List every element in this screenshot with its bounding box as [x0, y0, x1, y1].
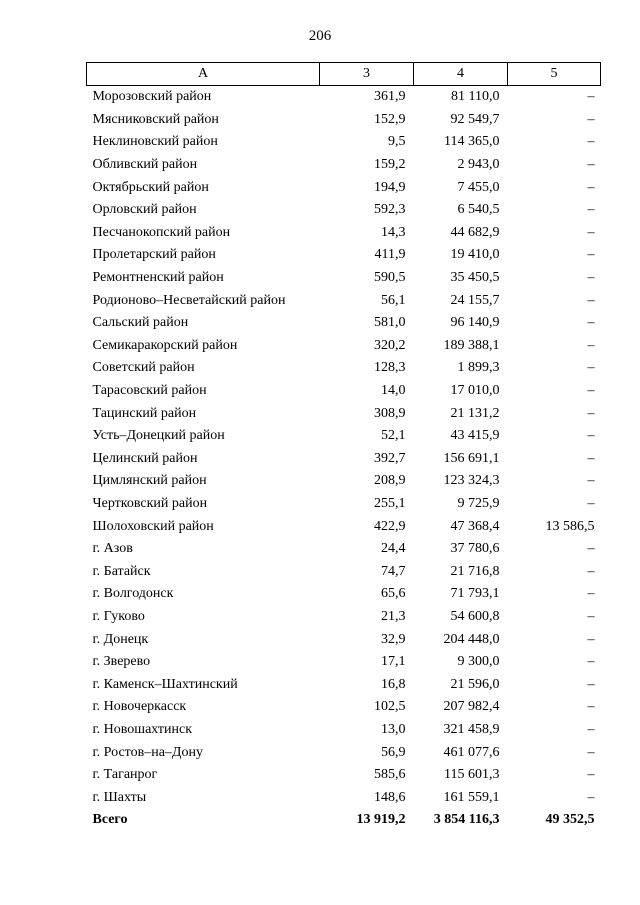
cell-col-5: –	[587, 608, 595, 624]
table-row	[87, 515, 601, 538]
cell-col-5: –	[587, 541, 595, 557]
cell-col-5: –	[587, 676, 595, 692]
cell-col-4: 54 600,8	[450, 608, 500, 624]
row-label: Пролетарский район	[92, 247, 216, 263]
cell-col-3: 590,5	[374, 270, 406, 286]
row-label: г. Зверево	[92, 654, 151, 670]
row-label: Тарасовский район	[92, 383, 207, 399]
cell-col-3: 21,3	[381, 608, 406, 624]
row-label: Цимлянский район	[92, 473, 207, 489]
cell-col-5: –	[587, 428, 595, 444]
cell-col-4: 21 596,0	[450, 676, 500, 692]
cell-col-5: –	[587, 631, 595, 647]
cell-col-3: 320,2	[374, 337, 406, 353]
cell-col-4: 37 780,6	[450, 541, 500, 557]
cell-col-5: –	[587, 202, 595, 218]
cell-col-4: 207 982,4	[443, 699, 500, 715]
header-cell-5: 5	[508, 63, 601, 86]
cell-col-3: 152,9	[374, 111, 406, 127]
cell-col-3: 13,0	[381, 721, 406, 737]
row-label: Усть–Донецкий район	[92, 428, 225, 444]
table-row	[87, 154, 601, 177]
table-row	[87, 470, 601, 493]
cell-col-3: 14,0	[381, 383, 406, 399]
cell-col-3: 52,1	[381, 428, 406, 444]
cell-col-4: 43 415,9	[450, 428, 500, 444]
cell-col-4: 6 540,5	[457, 202, 500, 218]
row-label: Тацинский район	[92, 405, 197, 421]
row-label: Песчанокопский район	[92, 224, 231, 240]
row-label: г. Ростов–на–Дону	[92, 744, 203, 760]
cell-col-3: 308,9	[374, 405, 406, 421]
table-row	[87, 493, 601, 516]
cell-col-3: 255,1	[374, 495, 406, 511]
table-row	[87, 538, 601, 561]
row-label: Чертковский район	[92, 495, 208, 511]
row-label: Октябрьский район	[92, 179, 209, 195]
cell-col-5: –	[587, 586, 595, 602]
row-label: Сальский район	[92, 315, 189, 331]
cell-col-5: –	[587, 767, 595, 783]
cell-col-4: 21 716,8	[450, 563, 500, 579]
row-label: Орловский район	[92, 202, 197, 218]
cell-col-5: –	[587, 224, 595, 240]
cell-col-4: 81 110,0	[451, 89, 500, 105]
cell-col-5: –	[587, 699, 595, 715]
cell-col-4: 44 682,9	[450, 224, 500, 240]
row-label: г. Каменск–Шахтинский	[92, 676, 238, 692]
cell-col-3: 361,9	[374, 89, 406, 105]
cell-col-3: 128,3	[374, 360, 406, 376]
table-row	[87, 244, 601, 267]
table-row	[87, 267, 601, 290]
cell-col-5: 49 352,5	[545, 812, 595, 828]
table-row	[87, 222, 601, 245]
table-row	[87, 131, 601, 154]
cell-col-3: 14,3	[381, 224, 406, 240]
cell-col-4: 156 691,1	[443, 450, 500, 466]
table-row	[87, 425, 601, 448]
cell-col-5: –	[587, 134, 595, 150]
cell-col-3: 585,6	[374, 767, 406, 783]
table-row	[87, 402, 601, 425]
row-label: Морозовский район	[92, 89, 212, 105]
row-label: Советский район	[92, 360, 195, 376]
cell-col-4: 1 899,3	[457, 360, 500, 376]
cell-col-3: 32,9	[381, 631, 406, 647]
cell-col-3: 17,1	[381, 654, 406, 670]
row-label: Родионово–Несветайский район	[92, 292, 286, 308]
row-label: г. Азов	[92, 541, 133, 557]
table-body	[87, 86, 601, 832]
row-label: Ремонтненский район	[92, 270, 224, 286]
cell-col-5: –	[587, 789, 595, 805]
table-header-row	[87, 63, 601, 86]
cell-col-4: 71 793,1	[450, 586, 500, 602]
row-label: г. Батайск	[92, 563, 151, 579]
cell-col-5: –	[587, 337, 595, 353]
row-label: Мясниковский район	[92, 111, 219, 127]
table-row	[87, 719, 601, 742]
cell-col-3: 9,5	[388, 134, 406, 150]
cell-col-4: 21 131,2	[450, 405, 500, 421]
cell-col-5: –	[587, 654, 595, 670]
page-number: 206	[308, 28, 332, 44]
cell-col-3: 392,7	[374, 450, 406, 466]
table-row	[87, 764, 601, 787]
header-cell-3: 3	[320, 63, 414, 86]
table-row	[87, 199, 601, 222]
cell-col-4: 189 388,1	[443, 337, 500, 353]
row-label: Неклиновский район	[92, 134, 218, 150]
row-label: Семикаракорский район	[92, 337, 238, 353]
cell-col-3: 102,5	[374, 699, 406, 715]
cell-col-4: 35 450,5	[450, 270, 500, 286]
cell-col-4: 161 559,1	[443, 789, 500, 805]
row-label: г. Таганрог	[92, 767, 158, 783]
table-row	[87, 109, 601, 132]
cell-col-3: 581,0	[374, 315, 406, 331]
cell-col-5: –	[587, 495, 595, 511]
cell-col-5: –	[587, 270, 595, 286]
row-label: Обливский район	[92, 157, 198, 173]
table-row	[87, 335, 601, 358]
cell-col-4: 19 410,0	[450, 247, 500, 263]
row-label: г. Волгодонск	[92, 586, 174, 602]
cell-col-4: 115 601,3	[444, 767, 500, 783]
cell-col-4: 123 324,3	[443, 473, 500, 489]
table-row	[87, 606, 601, 629]
cell-col-5: –	[587, 315, 595, 331]
cell-col-4: 204 448,0	[443, 631, 500, 647]
row-label: Всего	[92, 812, 128, 828]
cell-col-4: 24 155,7	[450, 292, 500, 308]
table-row	[87, 357, 601, 380]
cell-col-5: –	[587, 179, 595, 195]
table-row	[87, 560, 601, 583]
cell-col-5: –	[587, 360, 595, 376]
row-label: Шолоховский район	[92, 518, 214, 534]
cell-col-3: 56,9	[381, 744, 406, 760]
cell-col-4: 47 368,4	[450, 518, 500, 534]
cell-col-4: 9 725,9	[457, 495, 500, 511]
cell-col-4: 7 455,0	[457, 179, 500, 195]
table-row	[87, 673, 601, 696]
cell-col-5: –	[587, 405, 595, 421]
cell-col-5: –	[587, 450, 595, 466]
table-row	[87, 651, 601, 674]
cell-col-5: 13 586,5	[545, 518, 595, 534]
row-label: г. Шахты	[92, 789, 147, 805]
cell-col-3: 13 919,2	[356, 812, 406, 828]
table-row	[87, 696, 601, 719]
cell-col-4: 3 854 116,3	[433, 812, 500, 828]
row-label: Целинский район	[92, 450, 198, 466]
cell-col-3: 411,9	[374, 247, 406, 263]
cell-col-5: –	[587, 721, 595, 737]
table-row	[87, 380, 601, 403]
table-row	[87, 786, 601, 809]
row-label: г. Новошахтинск	[92, 721, 193, 737]
cell-col-4: 96 140,9	[450, 315, 500, 331]
table-row	[87, 312, 601, 335]
cell-col-3: 159,2	[374, 157, 406, 173]
cell-col-4: 92 549,7	[450, 111, 500, 127]
header-cell-4: 4	[414, 63, 508, 86]
cell-col-5: –	[587, 473, 595, 489]
cell-col-3: 592,3	[374, 202, 406, 218]
cell-col-3: 56,1	[381, 292, 406, 308]
table-row	[87, 628, 601, 651]
cell-col-5: –	[587, 157, 595, 173]
cell-col-5: –	[587, 744, 595, 760]
cell-col-5: –	[587, 89, 595, 105]
cell-col-5: –	[587, 111, 595, 127]
row-label: г. Гуково	[92, 608, 145, 624]
cell-col-3: 16,8	[381, 676, 406, 692]
cell-col-4: 9 300,0	[457, 654, 500, 670]
table-row	[87, 448, 601, 471]
data-table	[86, 62, 601, 832]
cell-col-4: 321 458,9	[443, 721, 500, 737]
table-header	[87, 63, 601, 86]
row-label: г. Новочеркасск	[92, 699, 187, 715]
cell-col-4: 17 010,0	[450, 383, 500, 399]
table-row	[87, 86, 601, 109]
cell-col-4: 114 365,0	[444, 134, 500, 150]
cell-col-5: –	[587, 383, 595, 399]
cell-col-3: 65,6	[381, 586, 406, 602]
cell-col-5: –	[587, 563, 595, 579]
cell-col-3: 194,9	[374, 179, 406, 195]
cell-col-3: 74,7	[381, 563, 406, 579]
cell-col-3: 208,9	[374, 473, 406, 489]
table-row	[87, 289, 601, 312]
table-row	[87, 583, 601, 606]
cell-col-5: –	[587, 247, 595, 263]
cell-col-3: 148,6	[374, 789, 406, 805]
total-row	[87, 809, 601, 832]
table-row	[87, 176, 601, 199]
cell-col-4: 2 943,0	[457, 157, 500, 173]
cell-col-3: 422,9	[374, 518, 406, 534]
header-cell-a: А	[87, 63, 320, 86]
cell-col-4: 461 077,6	[443, 744, 500, 760]
cell-col-3: 24,4	[381, 541, 406, 557]
row-label: г. Донецк	[92, 631, 149, 647]
table-row	[87, 741, 601, 764]
cell-col-5: –	[587, 292, 595, 308]
